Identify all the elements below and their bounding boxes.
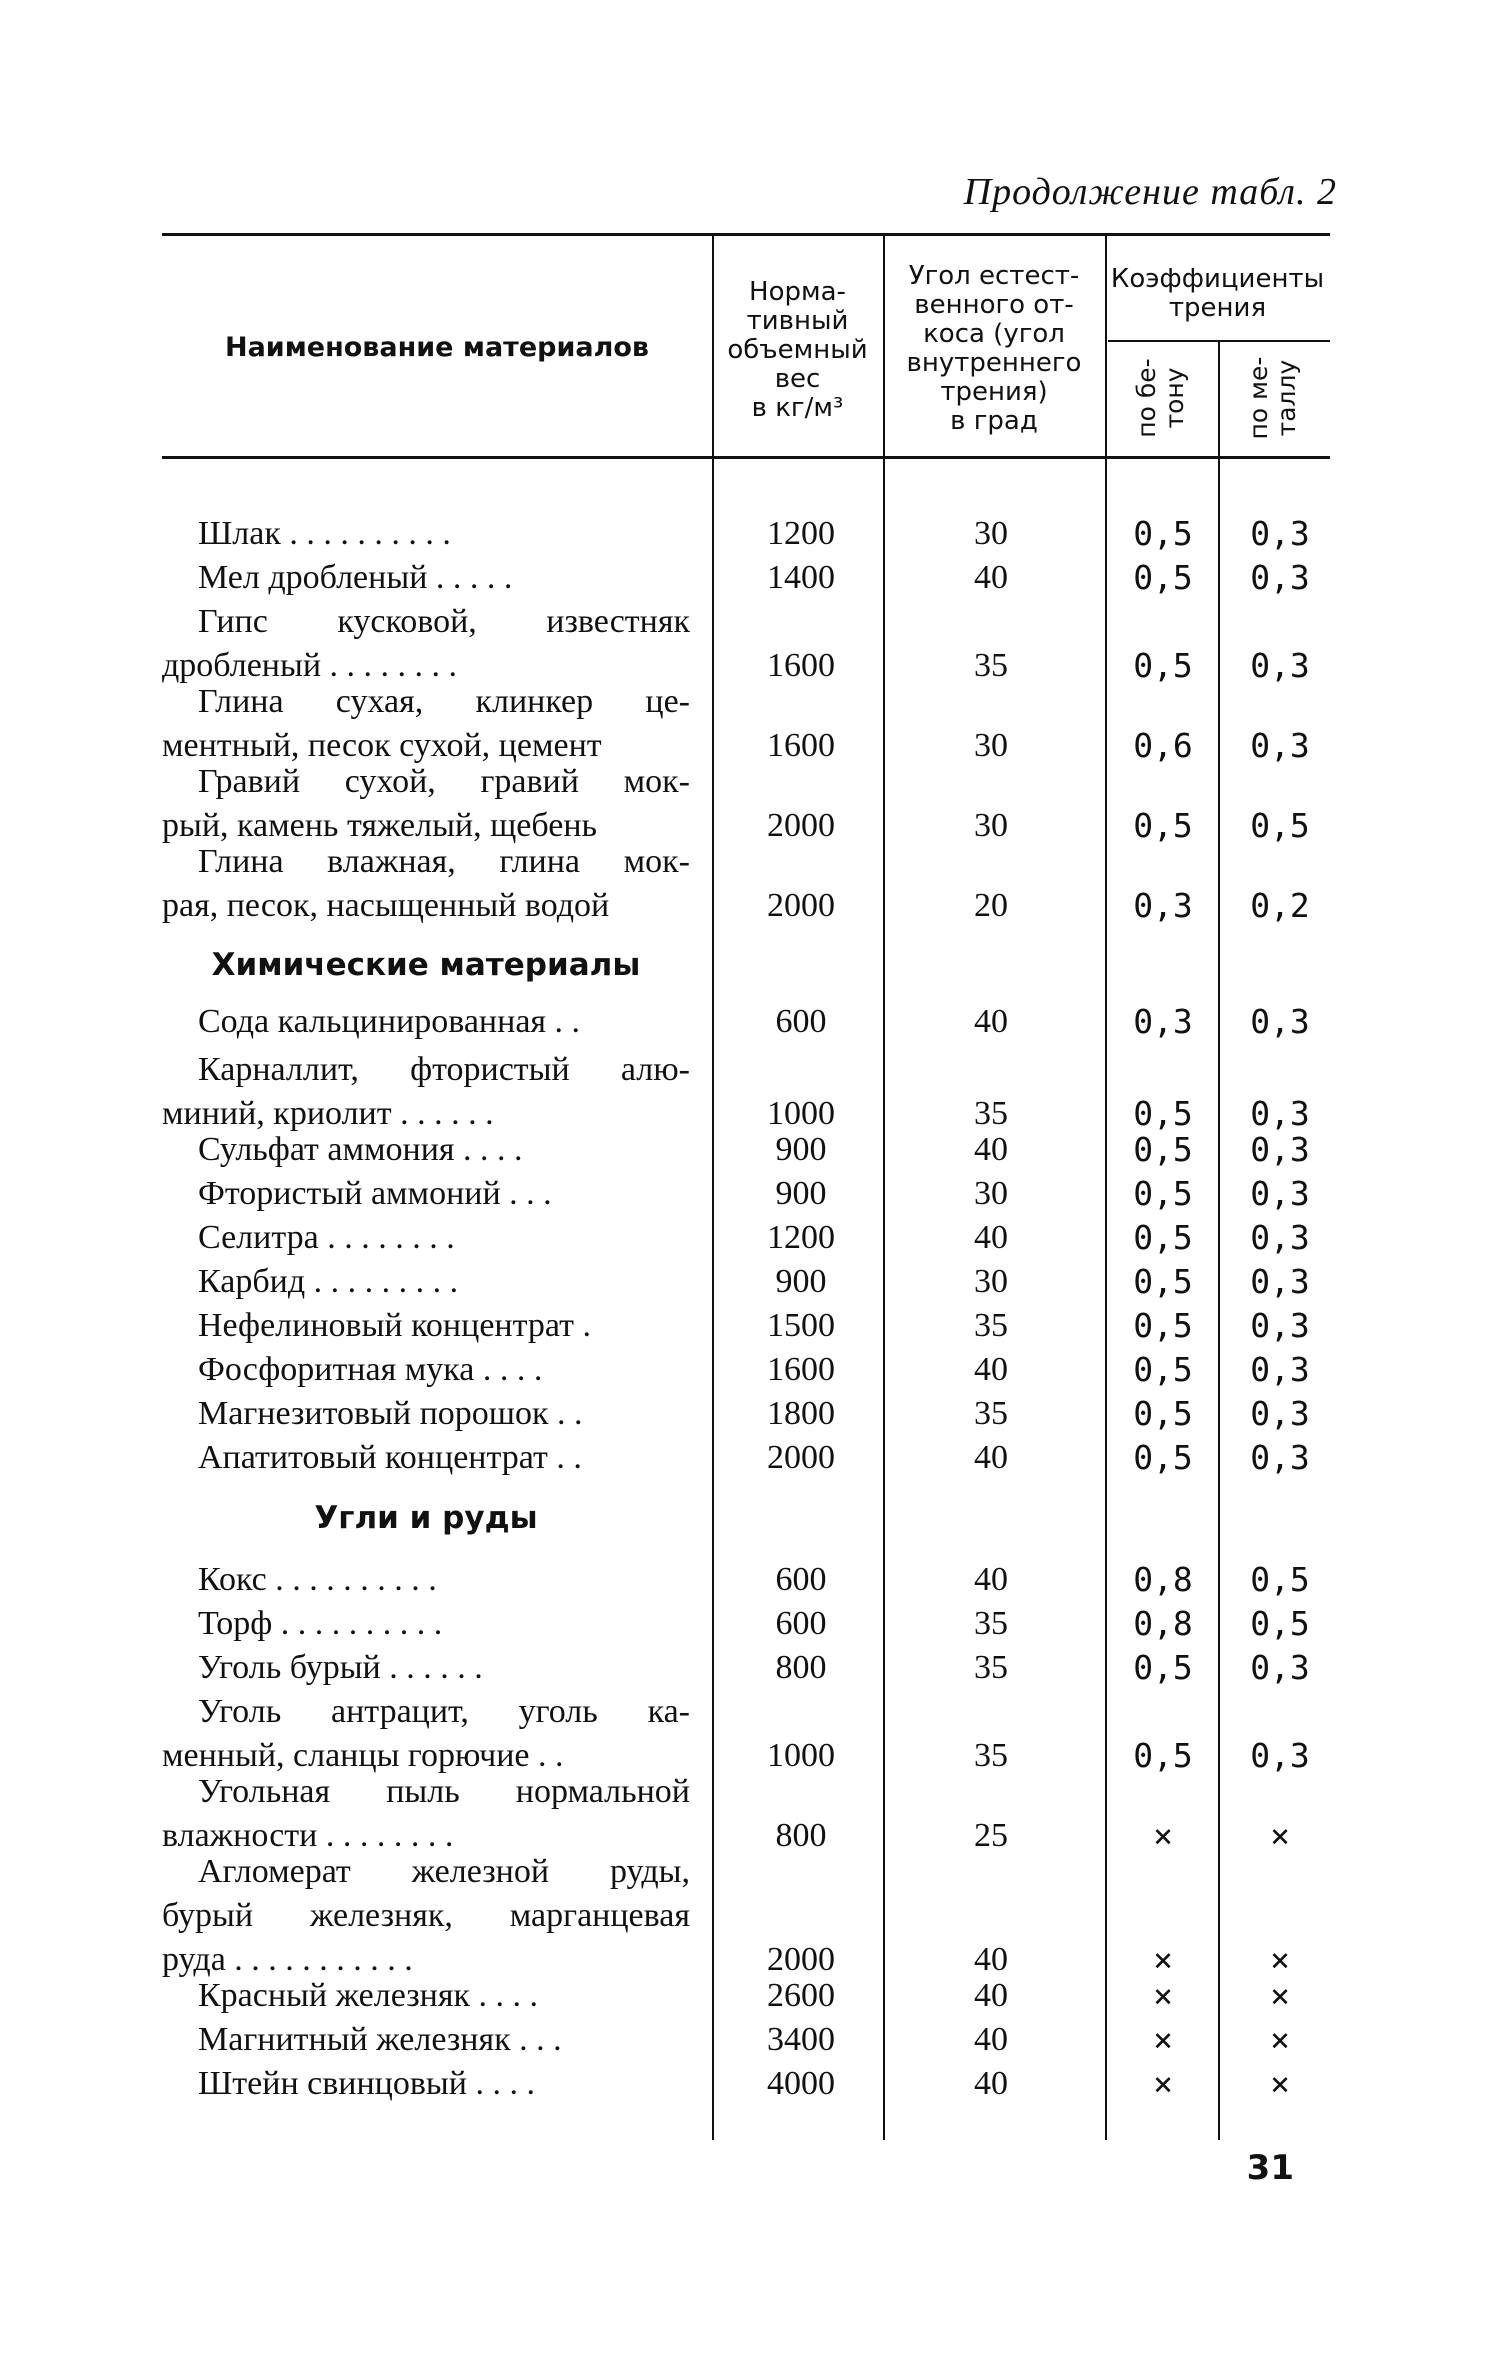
friction-concrete-cell: 0,5 (1133, 1218, 1193, 1257)
header-density (712, 278, 883, 423)
friction-metal-cell: 0,5 (1250, 1604, 1310, 1643)
page-number: 31 (1246, 2148, 1294, 2188)
material-name (162, 1436, 690, 1480)
material-name-line: Мел дробленый . . . . . (198, 559, 513, 596)
header-line: тивный (746, 306, 849, 336)
material-name (162, 1602, 690, 1646)
friction-metal-cell: 0,3 (1250, 1174, 1310, 1213)
material-name-line: Фтористый аммоний . . . (198, 1175, 552, 1212)
friction-metal-cell: 0,3 (1250, 726, 1310, 765)
density-cell: 600 (775, 1561, 827, 1598)
friction-metal-cell: 0,3 (1250, 1002, 1310, 1041)
material-name (162, 1000, 690, 1044)
density-cell: 900 (775, 1131, 827, 1168)
material-name-line: Глина влажная, глина мок- (198, 843, 690, 880)
friction-metal-cell: 0,3 (1250, 1648, 1310, 1687)
density-cell: 1600 (767, 647, 835, 684)
friction-metal-cell: 0,2 (1250, 886, 1310, 925)
material-name-line: Магнитный железняк . . . (198, 2021, 562, 2058)
friction-concrete-cell: 0,5 (1133, 514, 1193, 553)
friction-metal-cell: 0,3 (1250, 646, 1310, 685)
material-name-line: Сода кальцинированная . . (198, 1003, 581, 1040)
density-cell: 1000 (767, 1095, 835, 1132)
friction-concrete-cell: 0,8 (1133, 1604, 1193, 1643)
angle-cell: 40 (974, 1977, 1008, 2014)
density-cell: 1600 (767, 727, 835, 764)
density-cell: 1500 (767, 1307, 835, 1344)
table-top-rule (162, 233, 1330, 236)
angle-cell: 40 (974, 1941, 1008, 1978)
friction-concrete-cell: × (1153, 2020, 1173, 2059)
material-name (162, 1216, 690, 1260)
density-cell: 1200 (767, 515, 835, 552)
header-line: Коэффициенты (1110, 264, 1325, 294)
material-name-line: Глина сухая, клинкер це- (198, 683, 690, 720)
friction-metal-cell: 0,3 (1250, 1306, 1310, 1345)
material-name-line: Магнезитовый порошок . . (198, 1395, 583, 1432)
header-line: вес (774, 364, 821, 394)
friction-metal-cell: × (1270, 1816, 1290, 1855)
density-cell: 600 (775, 1605, 827, 1642)
angle-cell: 40 (974, 1561, 1008, 1598)
material-name-line: Красный железняк . . . . (198, 1977, 538, 2014)
friction-metal-cell: 0,3 (1250, 558, 1310, 597)
angle-cell: 30 (974, 1263, 1008, 1300)
angle-cell: 40 (974, 2021, 1008, 2058)
friction-metal-cell: 0,3 (1250, 1218, 1310, 1257)
density-cell: 2000 (767, 1941, 835, 1978)
friction-metal-cell: 0,3 (1250, 1438, 1310, 1477)
material-name-line: Торф . . . . . . . . . . (198, 1605, 443, 1642)
header-angle (883, 262, 1105, 436)
material-name (162, 1690, 690, 1778)
header-line: коса (угол (923, 319, 1065, 349)
material-name-line: Нефелиновый концентрат . (198, 1307, 591, 1344)
material-name-line: бурый железняк, марганцевая (162, 1897, 690, 1934)
material-name-line: дробленый . . . . . . . . (162, 647, 458, 684)
section-heading: Химические материалы (211, 947, 641, 983)
angle-cell: 35 (974, 1605, 1008, 1642)
angle-cell: 30 (974, 727, 1008, 764)
friction-metal-cell: 0,3 (1250, 1736, 1310, 1775)
friction-concrete-cell: 0,5 (1133, 806, 1193, 845)
density-cell: 4000 (767, 2065, 835, 2102)
friction-concrete-cell: 0,5 (1133, 1130, 1193, 1169)
density-cell: 1600 (767, 1351, 835, 1388)
friction-metal-cell: 0,3 (1250, 1350, 1310, 1389)
material-name-line: Агломерат железной руды, (198, 1853, 690, 1890)
material-name-line: рый, камень тяжелый, щебень (162, 807, 598, 844)
friction-concrete-cell: × (1153, 1976, 1173, 2015)
material-name-line: Шлак . . . . . . . . . . (198, 515, 451, 552)
angle-cell: 40 (974, 1219, 1008, 1256)
header-line: в град (950, 406, 1038, 436)
material-name (162, 600, 690, 688)
angle-cell: 25 (974, 1817, 1008, 1854)
material-name-line: Карбид . . . . . . . . . (198, 1263, 459, 1300)
density-cell: 900 (775, 1175, 827, 1212)
column-divider (712, 235, 714, 2140)
density-cell: 2000 (767, 807, 835, 844)
material-name (162, 1392, 690, 1436)
material-name-line: миний, криолит . . . . . . (162, 1095, 494, 1132)
material-name-line: Сульфат аммония . . . . (198, 1131, 523, 1168)
friction-metal-cell: 0,3 (1250, 514, 1310, 553)
header-line: объемный (727, 335, 868, 365)
friction-concrete-cell: 0,5 (1133, 558, 1193, 597)
angle-cell: 20 (974, 887, 1008, 924)
density-cell: 3400 (767, 2021, 835, 2058)
material-name (162, 512, 690, 556)
column-divider (1105, 235, 1107, 2140)
material-name (162, 1348, 690, 1392)
density-cell: 800 (775, 1817, 827, 1854)
material-name (162, 1558, 690, 1602)
angle-cell: 35 (974, 647, 1008, 684)
material-name (162, 556, 690, 600)
density-cell: 800 (775, 1649, 827, 1686)
angle-cell: 30 (974, 807, 1008, 844)
friction-metal-cell: 0,3 (1250, 1262, 1310, 1301)
material-name (162, 1850, 690, 1982)
material-name (162, 840, 690, 928)
friction-metal-cell: 0,3 (1250, 1394, 1310, 1433)
angle-cell: 35 (974, 1095, 1008, 1132)
header-line: таллу (1272, 359, 1301, 437)
material-name (162, 2062, 690, 2106)
header-line: по ме- (1244, 356, 1273, 440)
material-name-line: ментный, песок сухой, цемент (162, 727, 602, 764)
material-name-line: Селитра . . . . . . . . (198, 1219, 455, 1256)
friction-concrete-cell: 0,6 (1133, 726, 1193, 765)
friction-concrete-cell: 0,5 (1133, 1262, 1193, 1301)
material-name-line: Уголь бурый . . . . . . (198, 1649, 483, 1686)
angle-cell: 40 (974, 2065, 1008, 2102)
header-name: Наименование материалов (224, 332, 650, 363)
material-name (162, 1128, 690, 1172)
header-line: венного от- (914, 290, 1074, 320)
density-cell: 1200 (767, 1219, 835, 1256)
friction-metal-cell: 0,3 (1250, 1130, 1310, 1169)
friction-concrete-cell: 0,5 (1133, 1174, 1193, 1213)
friction-metal-cell: 0,5 (1250, 1560, 1310, 1599)
friction-concrete-cell: 0,5 (1133, 1648, 1193, 1687)
angle-cell: 35 (974, 1737, 1008, 1774)
section-heading: Угли и руды (314, 1500, 538, 1536)
density-cell: 600 (775, 1003, 827, 1040)
material-name-line: менный, сланцы горючие . . (162, 1737, 564, 1774)
friction-concrete-cell: 0,5 (1133, 1394, 1193, 1433)
header-line: внутреннего (906, 348, 1082, 378)
density-cell: 900 (775, 1263, 827, 1300)
header-line: трения) (940, 377, 1048, 407)
angle-cell: 40 (974, 1351, 1008, 1388)
friction-metal-cell: 0,5 (1250, 806, 1310, 845)
material-name (162, 760, 690, 848)
material-name-line: Уголь антрацит, уголь ка- (198, 1693, 690, 1730)
density-cell: 1400 (767, 559, 835, 596)
material-name (162, 1260, 690, 1304)
material-name-line: Гипс кусковой, известняк (198, 603, 690, 640)
header-line: Норма- (749, 277, 846, 307)
friction-concrete-cell: 0,5 (1133, 1736, 1193, 1775)
header-bottom-rule (162, 456, 1330, 459)
friction-metal-cell: × (1270, 1976, 1290, 2015)
header-line: в кг/м³ (751, 393, 844, 423)
material-name-line: руда . . . . . . . . . . . (162, 1941, 413, 1978)
angle-cell: 35 (974, 1307, 1008, 1344)
header-metal (1245, 343, 1305, 453)
density-cell: 2000 (767, 887, 835, 924)
friction-concrete-cell: × (1153, 1816, 1173, 1855)
header-line: трения (1168, 293, 1267, 323)
header-line: Угол естест- (908, 261, 1080, 291)
angle-cell: 40 (974, 1131, 1008, 1168)
material-name (162, 680, 690, 768)
friction-concrete-cell: 0,5 (1133, 1350, 1193, 1389)
material-name-line: Гравий сухой, гравий мок- (198, 763, 690, 800)
header-line: тону (1160, 367, 1189, 429)
angle-cell: 35 (974, 1395, 1008, 1432)
density-cell: 1000 (767, 1737, 835, 1774)
friction-concrete-cell: 0,5 (1133, 1094, 1193, 1133)
angle-cell: 30 (974, 515, 1008, 552)
angle-cell: 35 (974, 1649, 1008, 1686)
friction-concrete-cell: 0,8 (1133, 1560, 1193, 1599)
friction-concrete-cell: 0,3 (1133, 886, 1193, 925)
angle-cell: 40 (974, 1439, 1008, 1476)
material-name (162, 1172, 690, 1216)
material-name-line: Апатитовый концентрат . . (198, 1439, 582, 1476)
angle-cell: 40 (974, 1003, 1008, 1040)
material-name-line: Карналлит, фтористый алю- (198, 1051, 690, 1088)
friction-metal-cell: × (1270, 2064, 1290, 2103)
material-name-line: Штейн свинцовый . . . . (198, 2065, 535, 2102)
material-name (162, 2018, 690, 2062)
friction-metal-cell: 0,3 (1250, 1094, 1310, 1133)
angle-cell: 40 (974, 559, 1008, 596)
density-cell: 2000 (767, 1439, 835, 1476)
material-name-line: Угольная пыль нормальной (198, 1773, 690, 1810)
friction-concrete-cell: × (1153, 2064, 1173, 2103)
material-name (162, 1770, 690, 1858)
material-name-line: влажности . . . . . . . . (162, 1817, 454, 1854)
header-friction (1105, 265, 1330, 323)
angle-cell: 30 (974, 1175, 1008, 1212)
material-name (162, 1304, 690, 1348)
material-name (162, 1646, 690, 1690)
friction-metal-cell: × (1270, 2020, 1290, 2059)
friction-concrete-cell: 0,5 (1133, 646, 1193, 685)
friction-concrete-cell: 0,3 (1133, 1002, 1193, 1041)
friction-concrete-cell: 0,5 (1133, 1438, 1193, 1477)
table-caption: Продолжение табл. 2 (963, 171, 1337, 213)
header-line: по бе- (1132, 358, 1161, 438)
material-name-line: Фосфоритная мука . . . . (198, 1351, 543, 1388)
material-name (162, 1048, 690, 1136)
density-cell: 2600 (767, 1977, 835, 2014)
material-name (162, 1974, 690, 2018)
friction-concrete-cell: 0,5 (1133, 1306, 1193, 1345)
friction-metal-cell: × (1270, 1940, 1290, 1979)
header-concrete (1133, 343, 1193, 453)
material-name-line: Кокс . . . . . . . . . . (198, 1561, 437, 1598)
material-name-line: рая, песок, насыщенный водой (162, 887, 610, 924)
friction-concrete-cell: × (1153, 1940, 1173, 1979)
density-cell: 1800 (767, 1395, 835, 1432)
